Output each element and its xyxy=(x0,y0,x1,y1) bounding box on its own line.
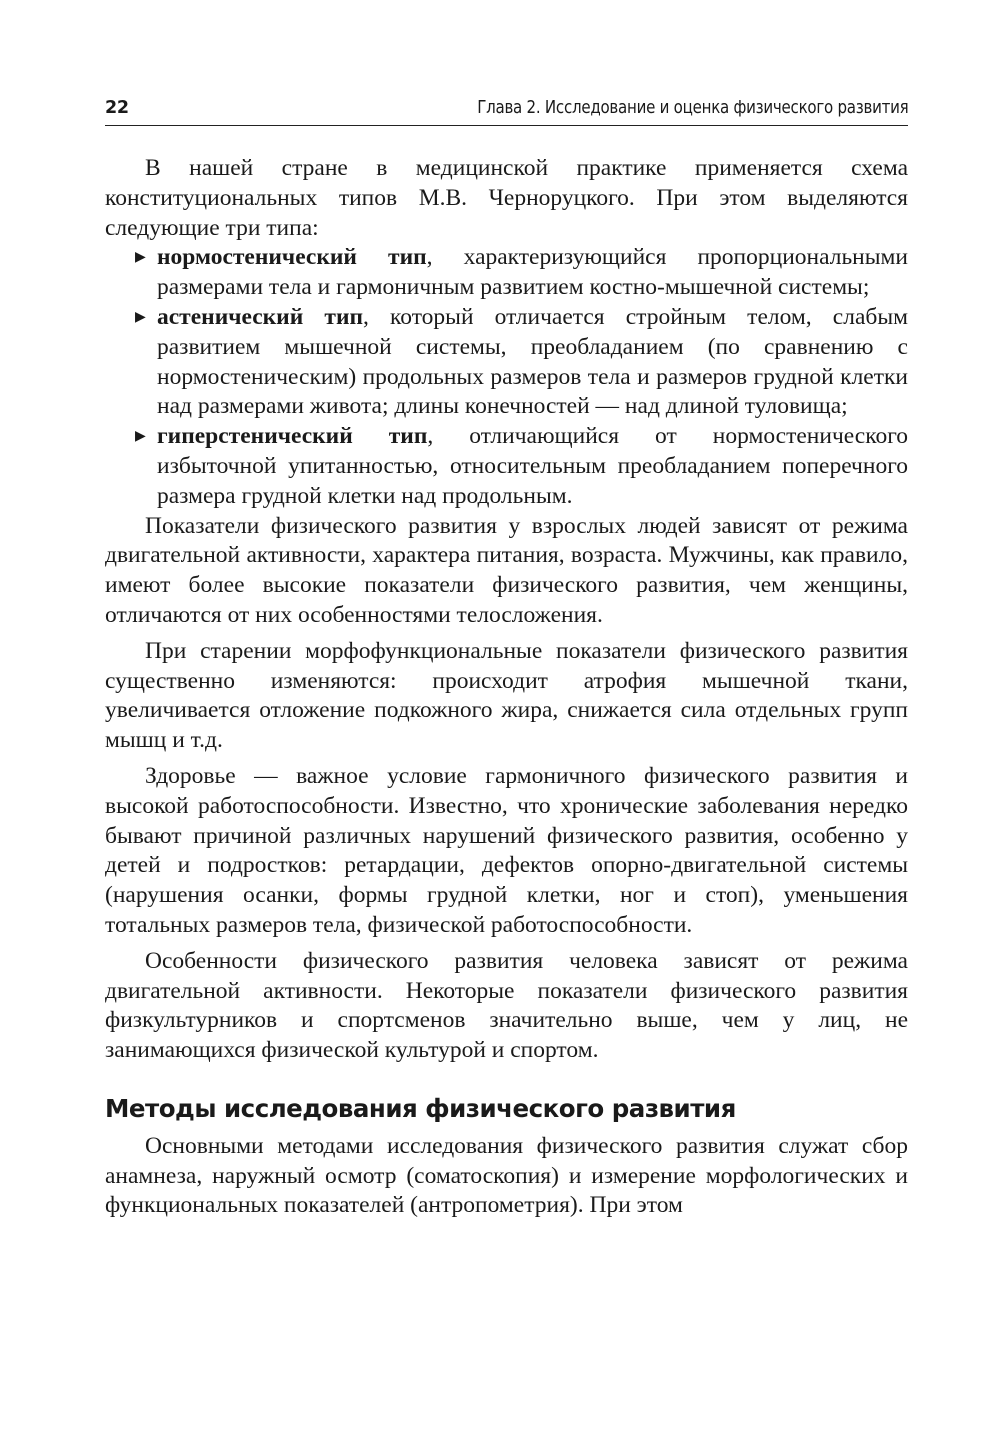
list-item-term: нормостенический тип xyxy=(157,244,427,271)
body-text xyxy=(105,154,908,1221)
triangle-bullet-icon: ▶ xyxy=(135,309,146,325)
list-item xyxy=(135,303,908,422)
triangle-bullet-icon: ▶ xyxy=(135,429,146,445)
paragraph: Показатели физического развития у взрослых людей зависят от режима двигательной активности, характера питания, возраста. Мужчины, как правило, имеют более высокие показатели физического развития, чем женщины, отличаются от них особенностями телосложения. xyxy=(105,512,908,628)
list-item xyxy=(135,422,908,511)
list-item-description: , характеризующийся пропорциональными размерами тела и гармоничным развитием костно-мышечной системы; xyxy=(157,244,908,301)
paragraph: Здоровье — важное условие гармоничного физического развития и высокой работоспособности. Известно, что хронические заболевания нередко бывают причиной различных нарушений физического развития, особенно у детей и подростков: ретардации, дефектов опорно-двигательной системы (нарушения осанки, формы грудной клетки, ног и стоп), уменьшения тотальных размеров тела, физической работоспособности. xyxy=(105,762,908,938)
running-header xyxy=(105,98,908,126)
paragraph: Особенности физического развития человека зависят от режима двигательной активности. Некоторые показатели физического развития физкультурников и спортсменов значительно выше, чем у лиц, не занимающихся физической культурой и спортом. xyxy=(105,947,908,1064)
intro-paragraph: В нашей стране в медицинской практике применяется схема конституциональных типов М.В. Черноруцкого. При этом выделяются следующие три типа: xyxy=(105,155,908,241)
paragraph: При старении морфофункциональные показатели физического развития существенно изменяются: происходит атрофия мышечной ткани, увеличивается отложение подкожного жира, снижается сила отдельных групп мышц и т.д. xyxy=(105,637,908,754)
book-page xyxy=(105,98,908,1227)
constitution-types-list xyxy=(105,243,908,511)
list-item xyxy=(135,243,908,303)
list-item-term: гиперстенический тип xyxy=(157,423,428,450)
triangle-bullet-icon: ▶ xyxy=(135,250,146,266)
paragraph: Основными методами исследования физического развития служат сбор анамнеза, наружный осмотр (соматоскопия) и измерение морфологических и функциональных показателей (антропометрия). При этом xyxy=(105,1132,908,1219)
list-item-term: астенический тип xyxy=(157,303,364,330)
chapter-title: Глава 2. Исследование и оценка физического развития xyxy=(476,98,908,118)
section-heading: Методы исследования физического развития xyxy=(105,1093,736,1123)
list-item-description: , который отличается стройным телом, слабым развитием мышечной системы, преобладанием (по сравнению с нормостеническим) продольных размеров тела и размеров грудной клетки над размерами живота; длины конечностей — над длиной туловища; xyxy=(157,303,908,420)
page-number: 22 xyxy=(105,98,129,118)
list-item-description: , отличающийся от нормостенического избыточной упитанностью, относительным преобладанием поперечного размера грудной клетки над продольным. xyxy=(157,423,908,509)
